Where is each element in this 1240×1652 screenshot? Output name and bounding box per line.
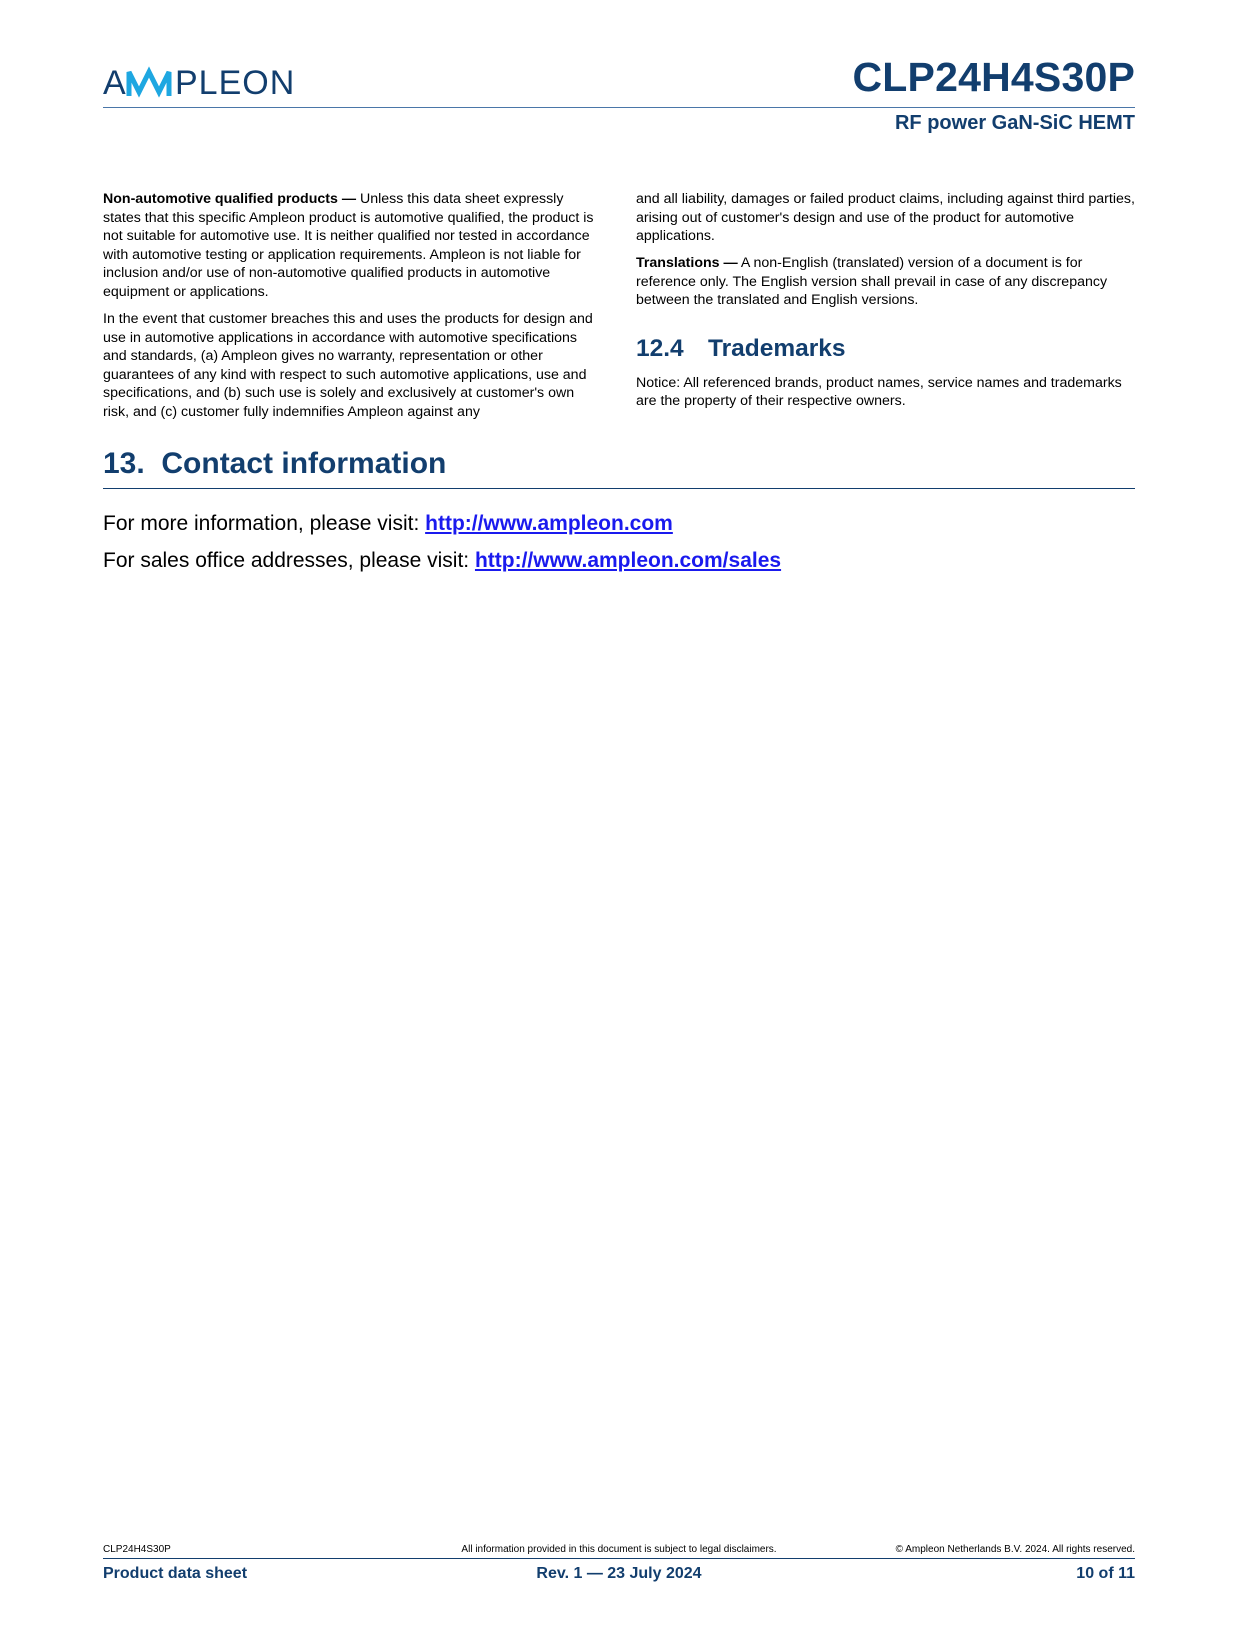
- footer-fine-print: [103, 1544, 1135, 1558]
- contact-info-label: For more information, please visit:: [103, 512, 426, 535]
- translations-lead: Translations —: [636, 255, 738, 272]
- right-column: [636, 190, 1136, 419]
- sales-info-line: [103, 549, 781, 573]
- footer-copyright: © Ampleon Netherlands B.V. 2024. All rights reserved.: [895, 1544, 1135, 1555]
- header-divider: [103, 107, 1135, 108]
- contact-heading: 13. Contact information: [103, 447, 447, 480]
- non-automotive-lead: Non-automotive qualified products —: [103, 191, 357, 207]
- contact-info-line: [103, 512, 673, 536]
- trademarks-section-number: 12.4: [636, 335, 684, 363]
- footer-document-type: Product data sheet: [103, 1565, 248, 1582]
- contact-divider: [103, 488, 1135, 489]
- breach-paragraph: In the event that customer breaches this and uses the products for design and use in automotive applications in accordance with automotive specifications and standards, (a) Ampleon gives no warranty, representation or other guarantees of any kind with respect to such automotive applications, use and specifications, and (b) such use is solely and exclusively at customer's own risk, and (c) customer fully indemnifies Ampleon against any: [103, 311, 593, 421]
- non-automotive-text: Unless this data sheet expressly states that this specific Ampleon product is automotive qualified, the product is not suitable for automotive use. It is neither qualified nor tested in accordance with automotive testing or application requirements. Ampleon is not liable for inclusion and/or use of non-automotive qualified products in automotive equipment or applications.: [103, 191, 594, 300]
- footer-main: [103, 1565, 1135, 1587]
- trademarks-heading: [636, 335, 1136, 363]
- footer-divider: [103, 1558, 1135, 1559]
- left-column: [103, 190, 597, 430]
- document-subtitle: RF power GaN-SiC HEMT: [894, 112, 1135, 134]
- translations-paragraph: [636, 254, 1136, 310]
- svg-text:A: A: [103, 64, 127, 100]
- ampleon-website-link[interactable]: http://www.ampleon.com: [425, 512, 673, 535]
- sales-info-label: For sales office addresses, please visit:: [103, 549, 475, 572]
- ampleon-logo: [103, 64, 303, 100]
- document-title: CLP24H4S30P: [852, 54, 1135, 100]
- liability-paragraph: and all liability, damages or failed product claims, including against third parties, arising out of customer's design and use of the product for automotive applications.: [636, 191, 1135, 245]
- ampleon-sales-link[interactable]: http://www.ampleon.com/sales: [474, 549, 782, 572]
- non-automotive-paragraph: [103, 190, 597, 302]
- translations-text: A non-English (translated) version of a document is for reference only. The English version shall prevail in case of any discrepancy between the translated and English versions.: [636, 255, 1108, 309]
- trademarks-section-title: Trademarks: [708, 335, 846, 363]
- footer-disclaimer: All information provided in this document is subject to legal disclaimers.: [461, 1544, 777, 1555]
- footer-page-number: 10 of 11: [1076, 1565, 1135, 1582]
- svg-text:PLEON: PLEON: [175, 64, 296, 100]
- footer-revision: Rev. 1 — 23 July 2024: [536, 1565, 702, 1582]
- footer-product-code: CLP24H4S30P: [103, 1544, 171, 1555]
- trademarks-notice: Notice: All referenced brands, product names, service names and trademarks are the property of their respective owners.: [636, 374, 1122, 410]
